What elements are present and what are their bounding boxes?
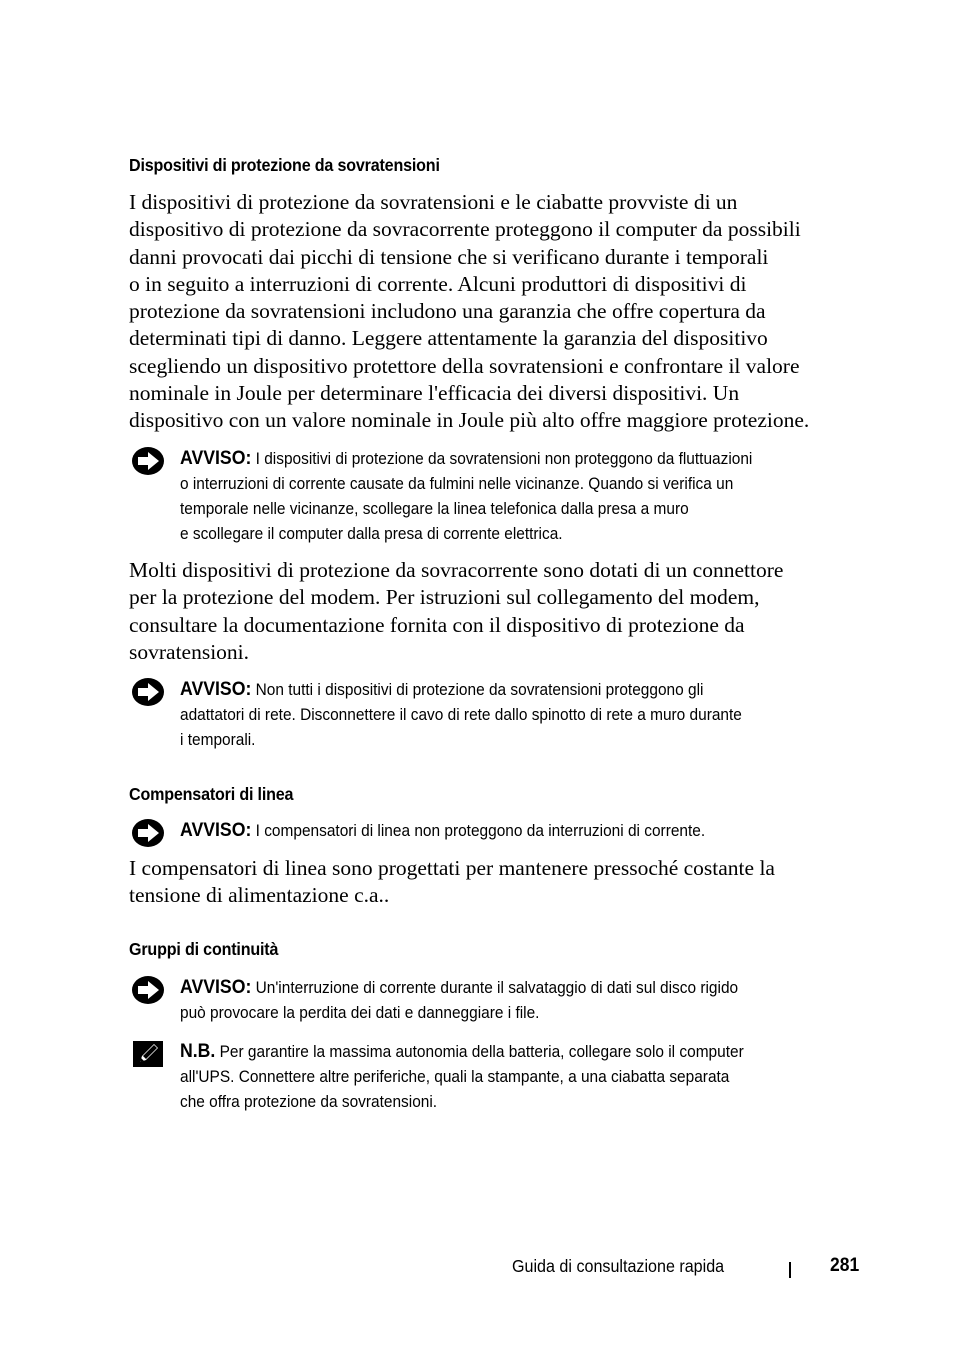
note-label: N.B.	[180, 1041, 216, 1062]
notice-text	[180, 677, 822, 752]
note-body: Per garantire la massima autonomia della batteria, collegare solo il computer all'UPS. Connettere altre periferiche, quali la stampante, a una ciabatta separata che offra protezione da sovratensioni.	[180, 1042, 744, 1111]
pencil-note-icon	[131, 1039, 165, 1069]
notice-body: I dispositivi di protezione da sovratensioni non proteggono da fluttuazioni o interruzioni di corrente causate da fulmini nelle vicinanze. Quando si verifica un temporale nelle vicinanze, scollegare la linea telefonica dalla presa a muro e scollegare il computer dalla presa di corrente elettrica.	[180, 449, 753, 543]
notice-label: AVVISO:	[180, 977, 252, 998]
notice-text	[180, 446, 822, 546]
heading-line-conditioners: Compensatori di linea	[129, 784, 294, 804]
notice-label: AVVISO:	[180, 679, 252, 700]
notice-arrow-icon	[131, 677, 165, 707]
paragraph-surge-protectors: I dispositivi di protezione da sovratensioni e le ciabatte provviste di un dispositivo di protezione da sovracorrente proteggono il computer da possibili danni provocati dai picchi di tensione che si verificano durante i temporali o in seguito a interruzioni di corrente. Alcuni produttori di dispositivi di protezione da sovratensioni includono una garanzia che offre copertura da determinati tipi di danno. Leggere attentamente la garanzia del dispositivo scegliendo un dispositivo protettore della sovratensioni e confrontare il valore nominale in Joule per determinare l'efficacia dei diversi dispositivi. Un dispositivo con un valore nominale in Joule più alto offre maggiore protezione.	[129, 190, 810, 433]
page-number: 281	[830, 1255, 860, 1276]
notice-arrow-icon	[131, 818, 165, 848]
footer-separator	[789, 1262, 791, 1278]
notice-label: AVVISO:	[180, 448, 252, 469]
paragraph-line-conditioners: I compensatori di linea sono progettati per mantenere pressoché costante la tensione di alimentazione c.a..	[129, 856, 775, 908]
notice-body: Un'interruzione di corrente durante il salvataggio di dati sul disco rigido può provocare la perdita dei dati e danneggiare i file.	[180, 978, 739, 1022]
notice-text	[180, 818, 822, 843]
notice-arrow-icon	[131, 975, 165, 1005]
heading-surge-protectors: Dispositivi di protezione da sovratensioni	[129, 155, 440, 175]
notice-body: Non tutti i dispositivi di protezione da sovratensioni proteggono gli adattatori di rete. Disconnettere il cavo di rete dallo spinotto di rete a muro durante i temporali.	[180, 680, 742, 749]
notice-body: I compensatori di linea non proteggono da interruzioni di corrente.	[251, 821, 706, 840]
notice-text	[180, 975, 822, 1025]
notice-arrow-icon	[131, 446, 165, 476]
note-text	[180, 1039, 822, 1114]
footer-title: Guida di consultazione rapida	[512, 1256, 725, 1276]
heading-ups: Gruppi di continuità	[129, 939, 279, 959]
notice-label: AVVISO:	[180, 820, 252, 841]
paragraph-modem-protection: Molti dispositivi di protezione da sovracorrente sono dotati di un connettore per la protezione del modem. Per istruzioni sul collegamento del modem, consultare la documentazione fornita con il dispositivo di protezione da sovratensioni.	[129, 558, 784, 664]
